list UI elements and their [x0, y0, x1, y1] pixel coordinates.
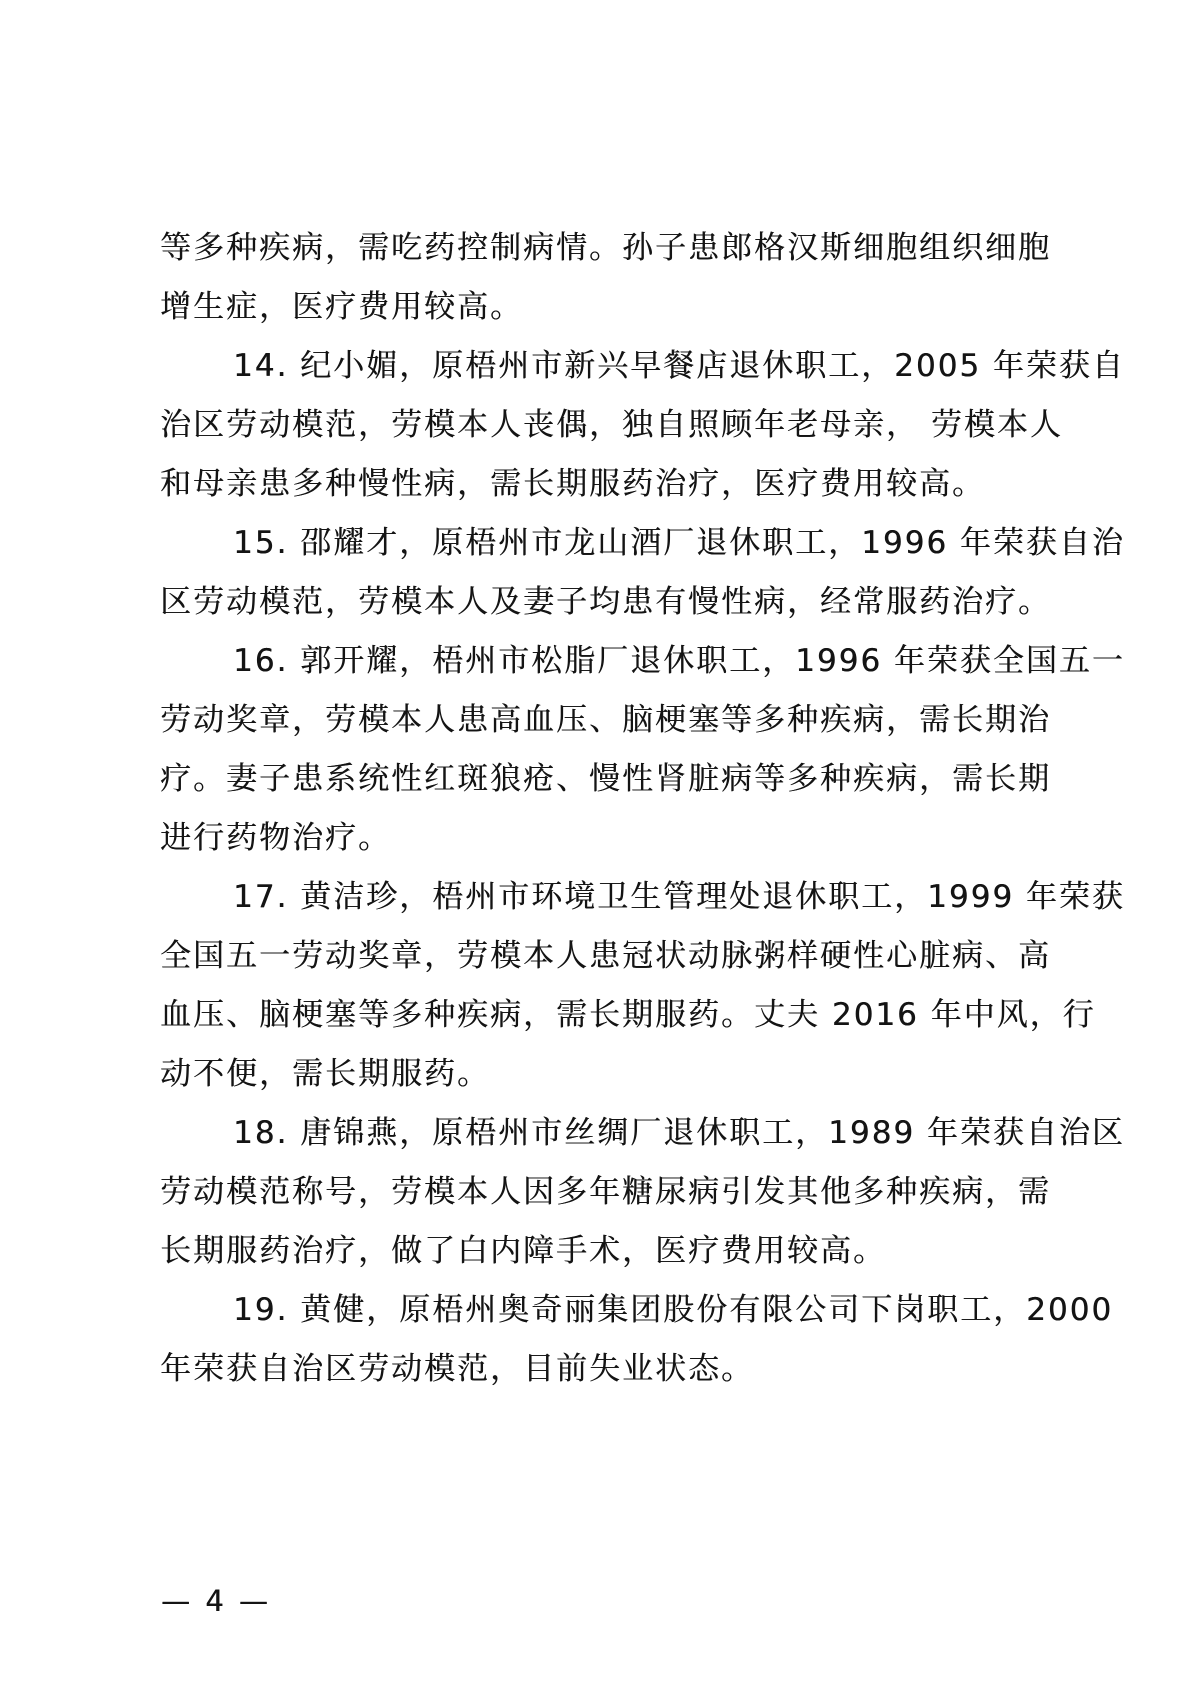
text-line: 年荣获自治区劳动模范，目前失业状态。: [160, 1351, 754, 1387]
text-block: [160, 219, 1125, 1399]
text-line: 全国五一劳动奖章，劳模本人患冠状动脉粥样硬性心脏病、高: [160, 938, 1051, 974]
text-line: 等多种疾病，需吃药控制病情。孙子患郎格汉斯细胞组织细胞: [160, 230, 1051, 266]
paragraph-first-line: 17. 黄洁珍，梧州市环境卫生管理处退休职工，1999 年荣获: [233, 879, 1125, 915]
text-line: 治区劳动模范，劳模本人丧偶，独自照顾年老母亲， 劳模本人: [160, 407, 1063, 443]
text-line: 动不便，需长期服药。: [160, 1056, 490, 1092]
text-line: 区劳动模范，劳模本人及妻子均患有慢性病，经常服药治疗。: [160, 584, 1051, 620]
text-line: 长期服药治疗，做了白内障手术，医疗费用较高。: [160, 1233, 886, 1269]
paragraph-first-line: 14. 纪小媚，原梧州市新兴早餐店退休职工，2005 年荣获自: [233, 348, 1125, 384]
text-line: 血压、脑梗塞等多种疾病，需长期服药。丈夫 2016 年中风，行: [160, 997, 1096, 1033]
page-number: — 4 —: [161, 1584, 271, 1618]
text-line: 劳动模范称号，劳模本人因多年糖尿病引发其他多种疾病，需: [160, 1174, 1051, 1210]
text-line: 劳动奖章，劳模本人患高血压、脑梗塞等多种疾病，需长期治: [160, 702, 1051, 738]
text-line: 和母亲患多种慢性病，需长期服药治疗，医疗费用较高。: [160, 466, 985, 502]
text-line: 疗。妻子患系统性红斑狼疮、慢性肾脏病等多种疾病，需长期: [160, 761, 1051, 797]
paragraph-first-line: 15. 邵耀才，原梧州市龙山酒厂退休职工，1996 年荣获自治: [233, 525, 1125, 561]
paragraph-first-line: 16. 郭开耀，梧州市松脂厂退休职工，1996 年荣获全国五一: [233, 643, 1125, 679]
text-line: 增生症，医疗费用较高。: [160, 289, 523, 325]
text-line: 进行药物治疗。: [160, 820, 391, 856]
paragraph-first-line: 18. 唐锦燕，原梧州市丝绸厂退休职工，1989 年荣获自治区: [233, 1115, 1125, 1151]
paragraph-first-line: 19. 黄健，原梧州奥奇丽集团股份有限公司下岗职工，2000: [233, 1292, 1114, 1328]
